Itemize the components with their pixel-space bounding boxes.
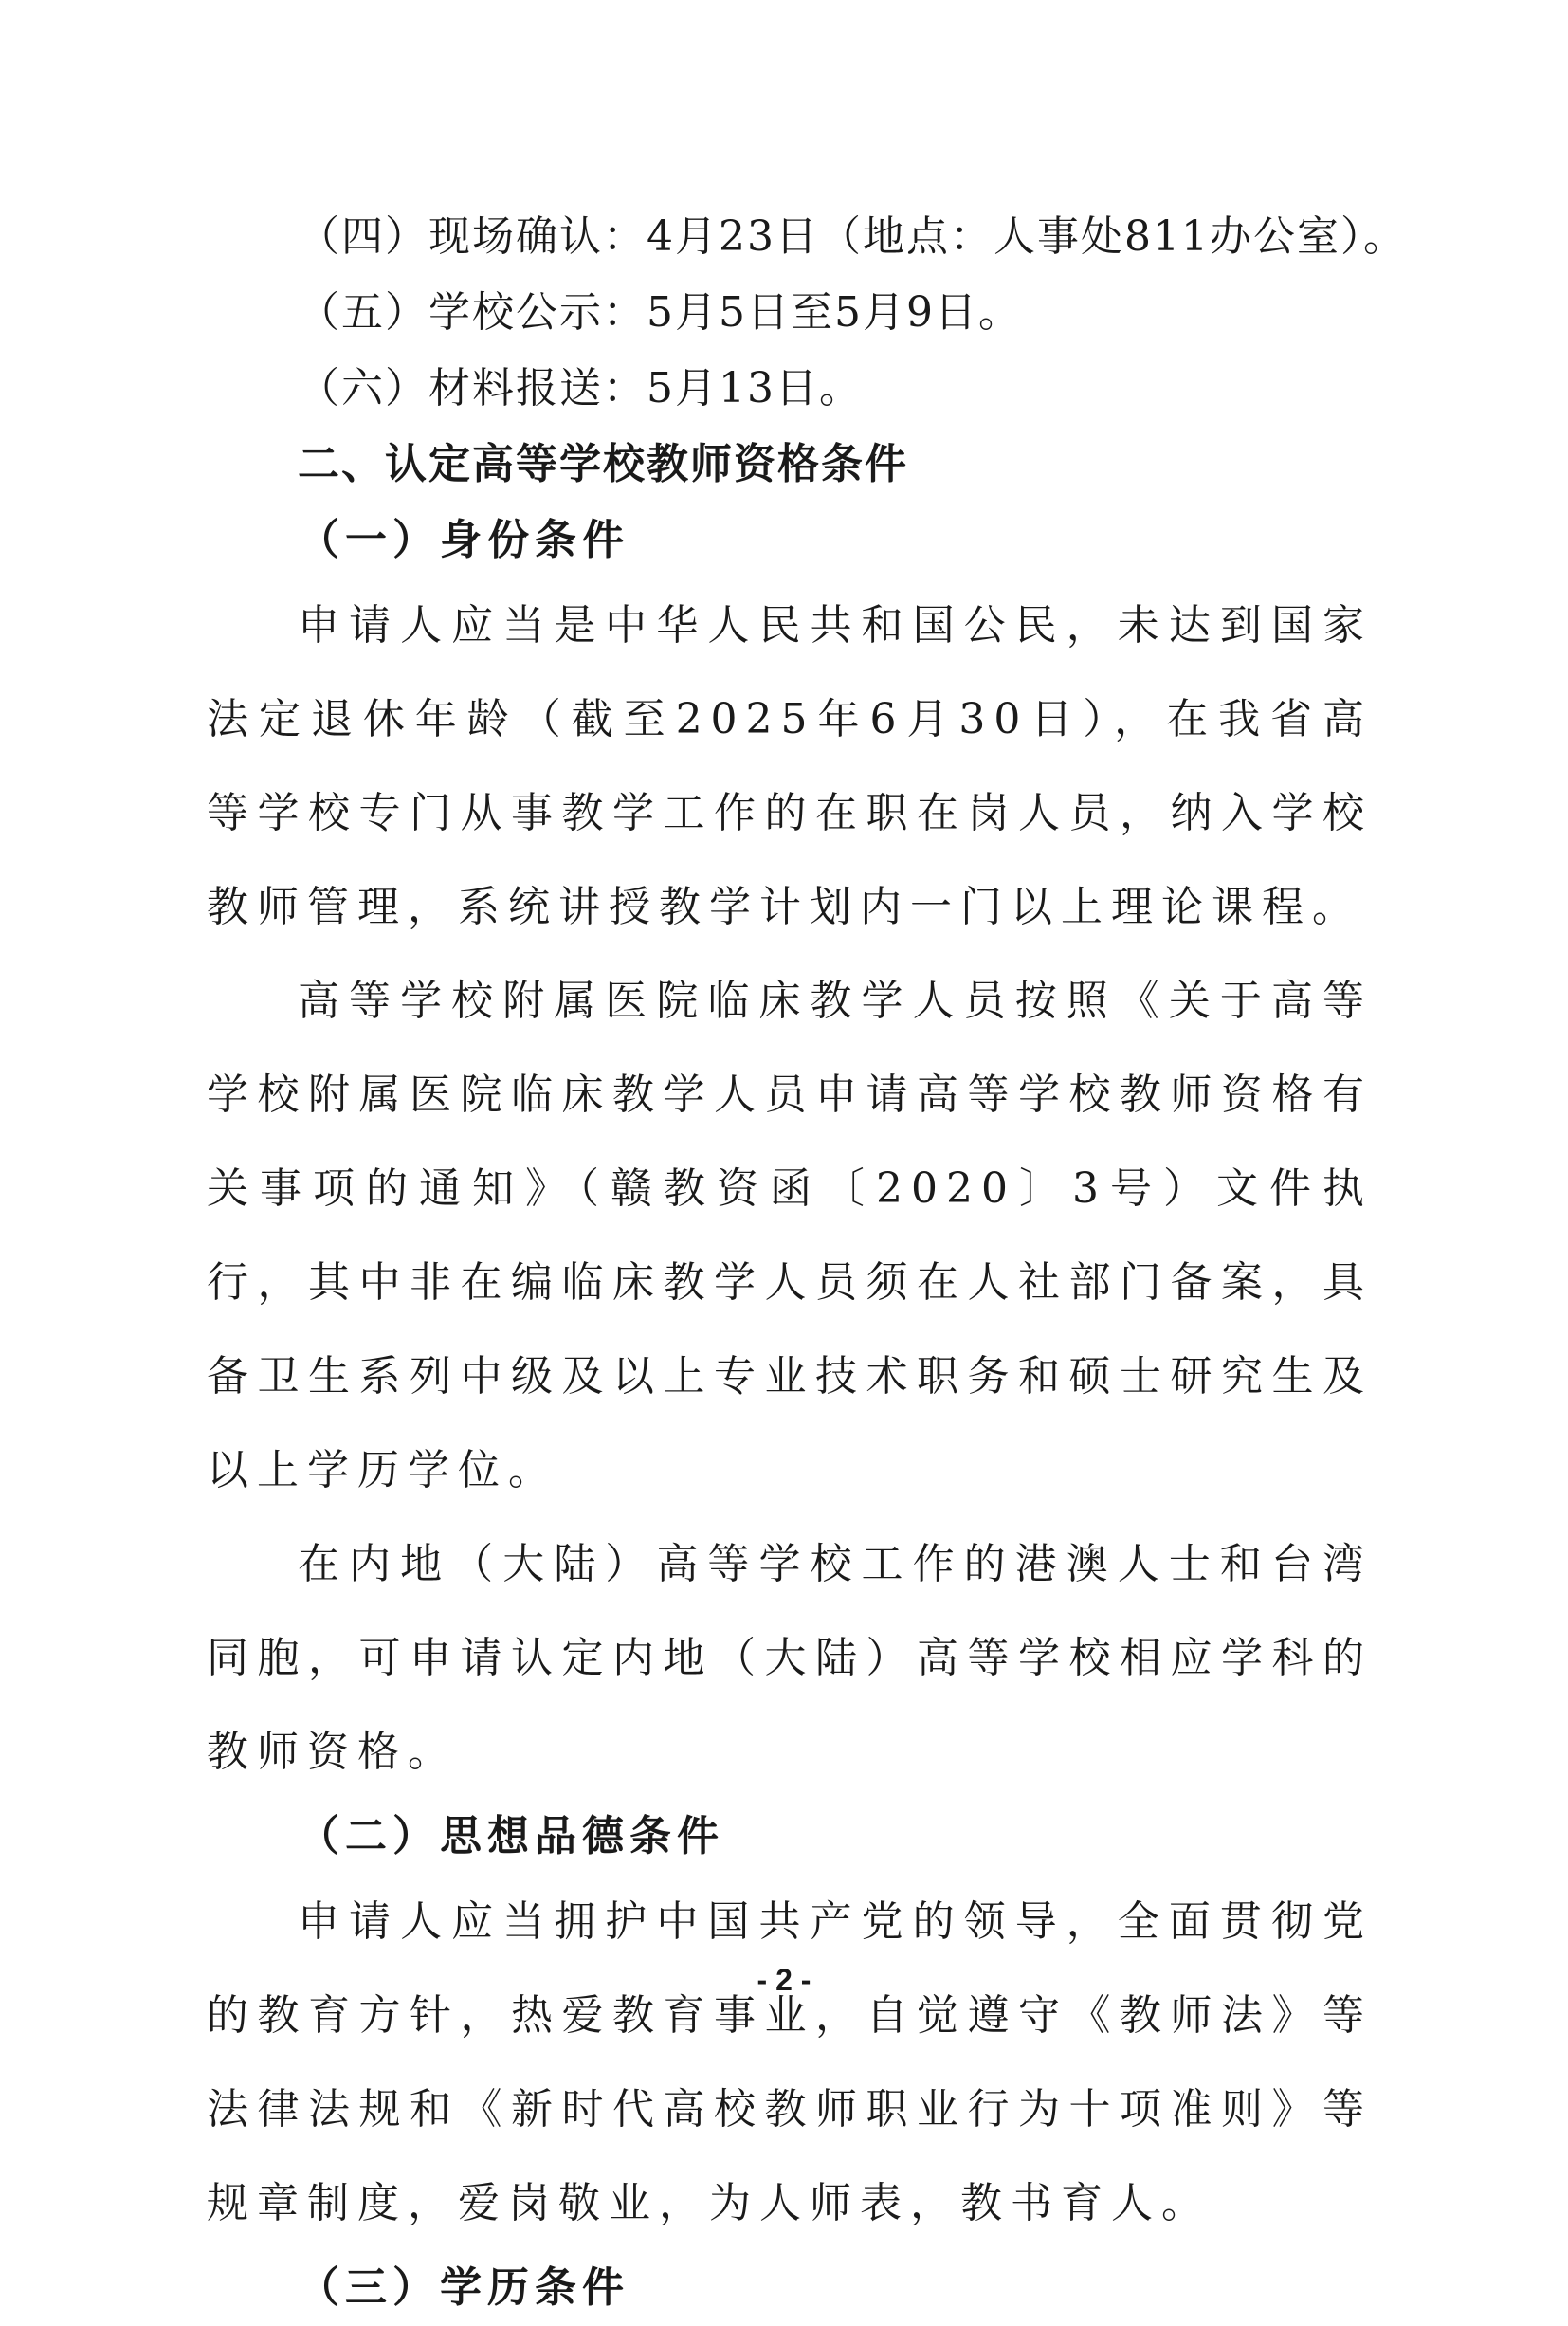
schedule-item-6: （六）材料报送：5月13日。 xyxy=(298,364,863,412)
subsection-heading-identity: （一）身份条件 xyxy=(298,516,629,564)
page-number: - 2 - xyxy=(757,1963,811,1997)
paragraph-clinical-staff: 高等学校附属医院临床教学人员按照《关于高等学校附属医院临床教学人员申请高等学校教师资格有关事项的通知》（赣教资函〔2020〕3号）文件执行，其中非在编临床教学人员须在人社部门备案，具备卫生系列中级及以上专业技术职务和硕士研究生及以上学历学位。 xyxy=(207,977,1373,1494)
section-heading: 二、认定高等学校教师资格条件 xyxy=(298,440,908,488)
paragraph-ethics-requirements: 申请人应当拥护中国共产党的领导，全面贯彻党的教育方针，热爱教育事业，自觉遵守《教师法》等法律法规和《新时代高校教师职业行为十项准则》等规章制度，爱岗敬业，为人师表，教书育人。 xyxy=(207,1897,1373,2227)
paragraph-identity-requirements: 申请人应当是中华人民共和国公民，未达到国家法定退休年龄（截至2025年6月30日），在我省高等学校专门从事教学工作的在职在岗人员，纳入学校教师管理，系统讲授教学计划内一门以上理论课程。 xyxy=(207,601,1373,931)
subsection-heading-education: （三）学历条件 xyxy=(298,2263,629,2312)
schedule-item-4: （四）现场确认：4月23日（地点：人事处811办公室）。 xyxy=(298,212,1407,261)
schedule-item-5: （五）学校公示：5月5日至5月9日。 xyxy=(298,288,1022,337)
paragraph-hk-macau-taiwan: 在内地（大陆）高等学校工作的港澳人士和台湾同胞，可申请认定内地（大陆）高等学校相应学科的教师资格。 xyxy=(207,1540,1373,1776)
document-body xyxy=(207,199,1407,2326)
subsection-heading-ethics: （二）思想品德条件 xyxy=(298,1812,724,1860)
